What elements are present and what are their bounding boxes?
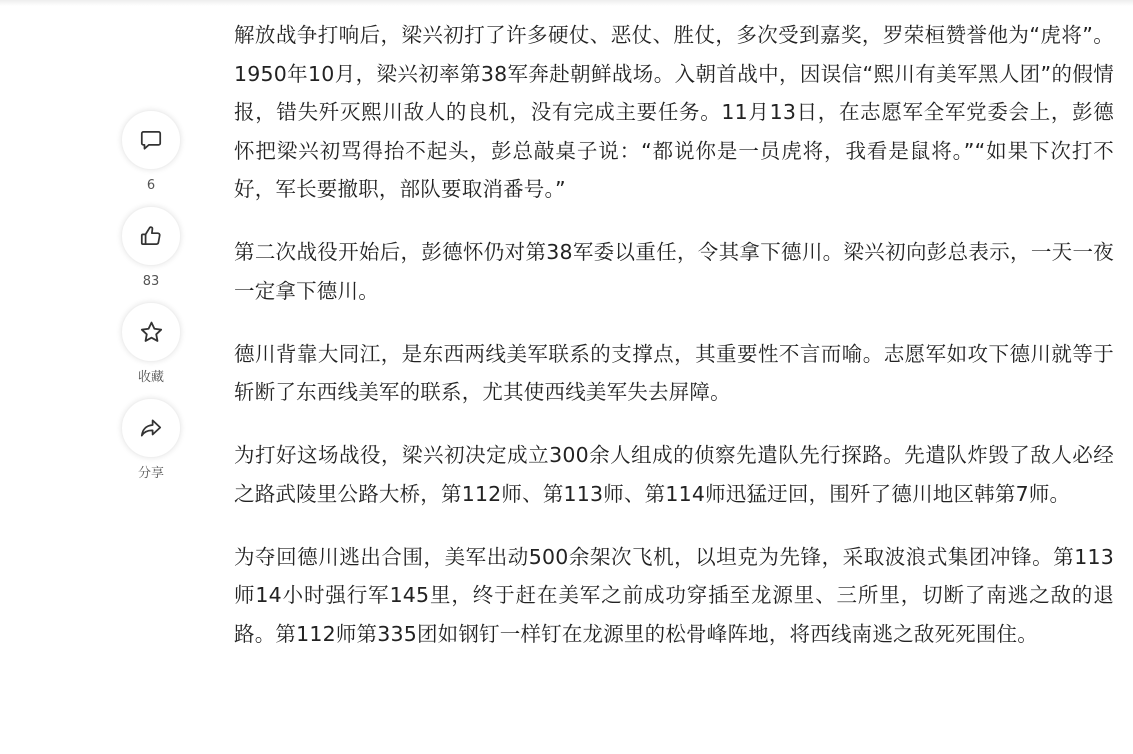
like-button-circle[interactable] xyxy=(121,206,181,266)
article-body xyxy=(234,16,1114,678)
comment-button-circle[interactable] xyxy=(121,110,181,170)
article-paragraph: 为夺回德川逃出合围，美军出动500余架次飞机，以坦克为先锋，采取波浪式集团冲锋。第113师14小时强行军145里，终于赶在美军之前成功穿插至龙源里、三所里，切断了南逃之敌的退路。第112师第335团如钢钉一样钉在龙源里的松骨峰阵地，将西线南逃之敌死死围住。 xyxy=(234,544,1114,646)
article-action-rail xyxy=(121,110,181,482)
share-label: 分享 xyxy=(137,466,164,481)
share-button-circle[interactable] xyxy=(121,398,181,458)
like-button[interactable] xyxy=(121,206,181,290)
comment-icon xyxy=(138,127,164,153)
favorite-button[interactable] xyxy=(121,302,181,386)
like-count: 83 xyxy=(142,274,160,289)
share-button[interactable] xyxy=(121,398,181,482)
comment-count: 6 xyxy=(146,178,156,193)
thumbs-up-icon xyxy=(138,223,164,249)
comment-button[interactable] xyxy=(121,110,181,194)
favorite-button-circle[interactable] xyxy=(121,302,181,362)
article-paragraph: 为打好这场战役，梁兴初决定成立300余人组成的侦察先遣队先行探路。先遣队炸毁了敌人必经之路武陵里公路大桥，第112师、第113师、第114师迅猛迂回，围歼了德川地区韩第7师。 xyxy=(234,443,1114,506)
article-paragraph: 第二次战役开始后，彭德怀仍对第38军委以重任，令其拿下德川。梁兴初向彭总表示，一天一夜一定拿下德川。 xyxy=(234,240,1114,303)
article-paragraph: 解放战争打响后，梁兴初打了许多硬仗、恶仗、胜仗，多次受到嘉奖，罗荣桓赞誉他为“虎将”。1950年10月，梁兴初率第38军奔赴朝鲜战场。入朝首战中，因误信“熙川有美军黑人团”的假情报，错失歼灭熙川敌人的良机，没有完成主要任务。11月13日，在志愿军全军党委会上，彭德怀把梁兴初骂得抬不起头，彭总敲桌子说：“都说你是一员虎将，我看是鼠将。”“如果下次打不好，军长要撤职，部队要取消番号。” xyxy=(234,23,1114,201)
share-icon xyxy=(138,415,164,441)
top-divider xyxy=(0,0,1133,6)
star-icon xyxy=(138,319,165,346)
article-paragraph: 德川背靠大同江，是东西两线美军联系的支撑点，其重要性不言而喻。志愿军如攻下德川就等于斩断了东西线美军的联系，尤其使西线美军失去屏障。 xyxy=(234,341,1114,404)
favorite-label: 收藏 xyxy=(137,370,164,385)
